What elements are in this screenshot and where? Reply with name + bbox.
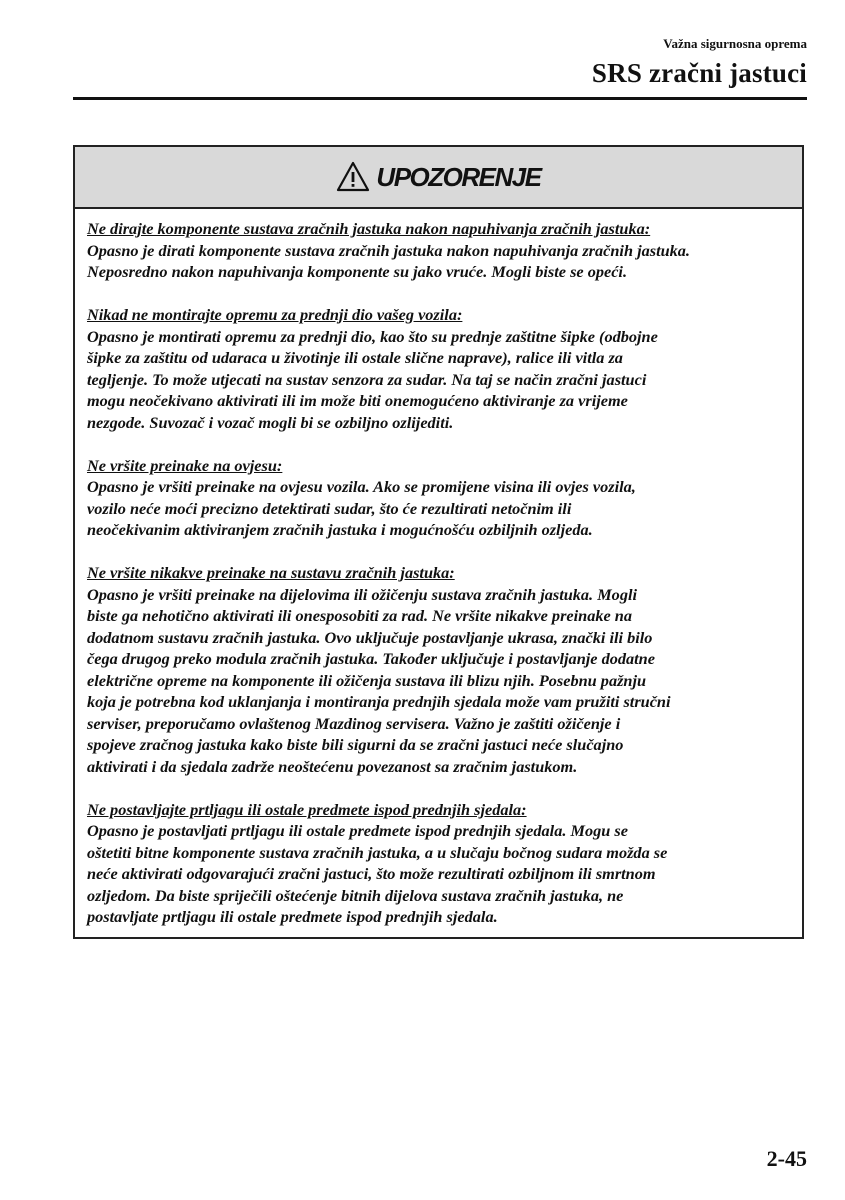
- header-divider: [73, 97, 807, 100]
- warning-text-line: dodatnom sustavu zračnih jastuka. Ovo uključuje postavljanje ukrasa, znački ili bilo: [87, 627, 653, 647]
- warning-text-line: aktivirati i da sjedala zadrže neoštećenu povezanost sa zračnim jastukom.: [87, 756, 578, 776]
- warning-text-line: šipke za zaštitu od udaraca u životinje ili ostale slične naprave), ralice ili vitla za: [87, 348, 623, 367]
- warning-text-line: ozljedom. Da biste spriječili oštećenje bitnih dijelova sustava zračnih jastuka, ne: [87, 885, 624, 905]
- warning-text-line: Opasno je montirati opremu za prednji dio, kao što su prednje zaštitne šipke (odbojne: [87, 326, 658, 346]
- warning-text-line: koja je potrebna kod uklanjanja i montiranja prednjih sjedala može vam pružiti stručni: [87, 692, 671, 711]
- warning-section-heading: Ne postavljajte prtljagu ili ostale predmete ispod prednjih sjedala:: [87, 799, 527, 819]
- warning-text-line: mogu neočekivano aktivirati ili im može biti onemogućeno aktiviranje za vrijeme: [87, 391, 628, 410]
- warning-triangle-icon: [336, 161, 370, 193]
- warning-text-line: Opasno je vršiti preinake na ovjesu vozila. Ako se promijene visina ili ovjes vozila,: [87, 477, 636, 496]
- warning-section: [87, 218, 790, 283]
- warning-section: [87, 455, 790, 541]
- warning-section: [87, 562, 790, 777]
- warning-title: UPOZORENJE: [376, 161, 541, 192]
- warning-body: [75, 209, 802, 928]
- warning-section: [87, 799, 790, 928]
- warning-text-line: spojeve zračnog jastuka kako biste bili sigurni da se zračni jastuci neće slučajno: [87, 735, 624, 754]
- warning-box: [73, 145, 804, 939]
- header-section-label: Važna sigurnosna oprema: [663, 36, 807, 51]
- warning-section-heading: Ne vršite nikakve preinake na sustavu zračnih jastuka:: [87, 563, 455, 582]
- warning-text-line: oštetiti bitne komponente sustava zračnih jastuka, a u slučaju bočnog sudara možda se: [87, 842, 668, 862]
- warning-text-line: postavljate prtljagu ili ostale predmete ispod prednjih sjedala.: [87, 907, 498, 926]
- warning-text-line: čega drugog preko modula zračnih jastuka. Također uključuje i postavljanje dodatne: [87, 649, 655, 668]
- warning-text-line: neće aktivirati odgovarajući zračni jastuci, što može rezultirati ozbiljnom ili smrtnom: [87, 864, 656, 883]
- warning-section-heading: Nikad ne montirajte opremu za prednji dio vašeg vozila:: [87, 305, 463, 324]
- warning-text-line: električne opreme na komponente ili ožičenja sustava ili blizu njih. Posebnu pažnju: [87, 670, 647, 690]
- warning-section: [87, 304, 790, 433]
- warning-section-heading: Ne dirajte komponente sustava zračnih jastuka nakon napuhivanja zračnih jastuka:: [87, 219, 651, 238]
- warning-text-line: Opasno je vršiti preinake na dijelovima ili ožičenju sustava zračnih jastuka. Mogli: [87, 584, 638, 604]
- warning-text-line: tegljenje. To može utjecati na sustav senzora za sudar. Na taj se način zračni jastuci: [87, 369, 647, 389]
- warning-text-line: nezgode. Suvozač i vozač mogli bi se ozbiljno ozlijediti.: [87, 412, 454, 432]
- warning-text-line: vozilo neće moći precizno detektirati sudar, što će rezultirati netočnim ili: [87, 498, 572, 518]
- warning-text-line: serviser, preporučamo ovlaštenog Mazdinog servisera. Važno je zaštiti ožičenje i: [87, 713, 621, 733]
- warning-section-heading: Ne vršite preinake na ovjesu:: [87, 455, 283, 475]
- warning-text-line: Neposredno nakon napuhivanja komponente su jako vruće. Mogli biste se opeći.: [87, 262, 628, 281]
- page-title: SRS zračni jastuci: [591, 58, 807, 88]
- warning-text-line: Opasno je postavljati prtljagu ili ostale predmete ispod prednjih sjedala. Mogu se: [87, 821, 628, 840]
- warning-text-line: neočekivanim aktiviranjem zračnih jastuka i mogućnošću ozbiljnih ozljeda.: [87, 520, 593, 539]
- warning-text-line: biste ga nehotično aktivirati ili onesposobiti za rad. Ne vršite nikakve preinake na: [87, 606, 632, 625]
- warning-text-line: Opasno je dirati komponente sustava zračnih jastuka nakon napuhivanja zračnih jastuka.: [87, 240, 691, 260]
- warning-header: [75, 147, 802, 209]
- page-number: 2-45: [766, 1146, 807, 1171]
